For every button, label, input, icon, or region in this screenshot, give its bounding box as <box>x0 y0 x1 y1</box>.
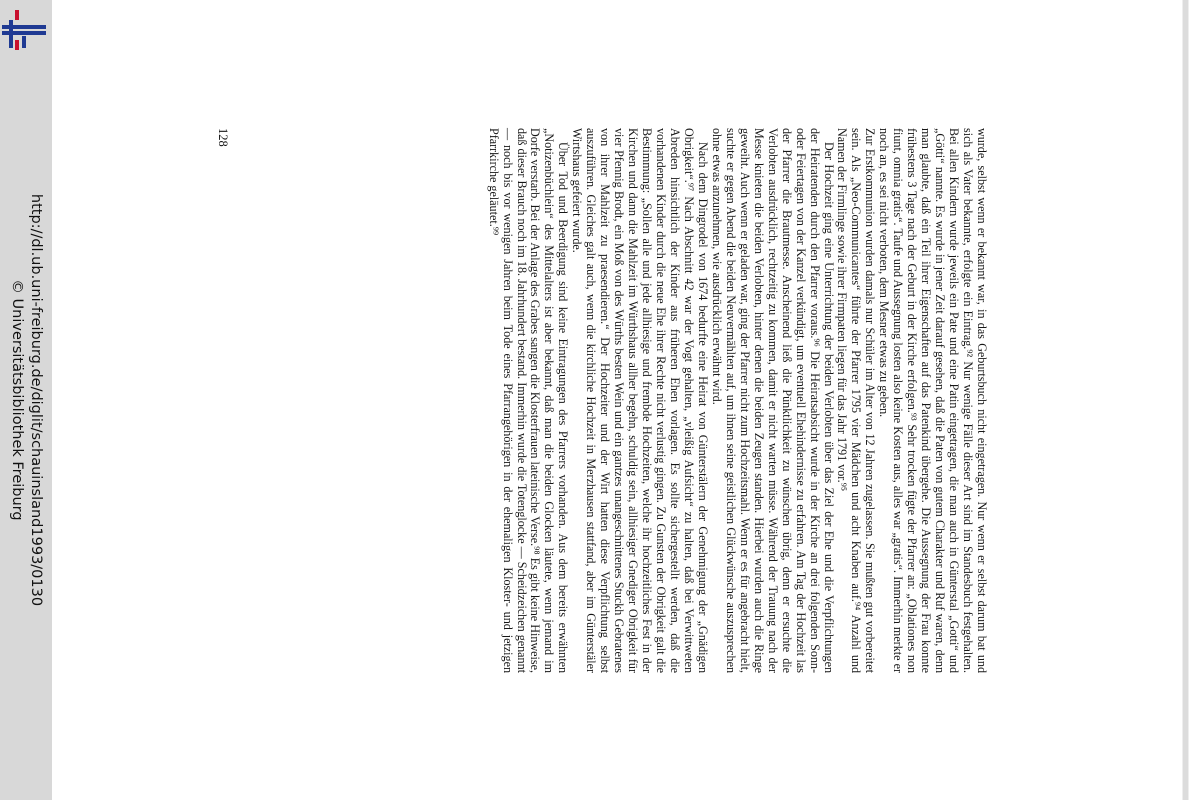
paragraph-4: Nach dem Dingrodel von 1674 bedurfte eine Heirat von Günterstälern der Genehmigung der „Gnädigen Obrigkeit“.⁹⁷ Nach Abschnitt 42 war der Vogt gehalten, „vleißig Aufsicht“ zu halten, daß bei Verwittweten Abreden hinsichtlich der Kinder aus früheren Ehen vorlagen. Es sollte sichergestellt werden, daß die vorhandenen Kinder durch die neue Ehe ihrer Rechte nicht verlustig gingen. Zu Gunsten der Obrigkeit galt die Bestimmung: „Sollen alle und jede allhiesige und frembde Hochzeiten, welche ihr hochzeitliches Fest in der Kirchen und dann die Mahlzeit im Würthshaus allher begehn, schuldig sein, allhiesiger Gnediger Obrigkeit für vier Pfennig Brodt, ein Moß von des Würths besten Wein und ein gantzes unangeschnittenes Stuckh Gebratenes von ihrer Mahlzeit zu praesendieren.“ Der Hochzeiter und der Wirt hatten diese Verpflichtung selbst auszuführen. Gleiches galt auch, wenn die kirchliche Hochzeit in Merzhausen stattfand, aber im Günterstäler Wirtshaus gefeiert wurde. <box>570 128 710 673</box>
paragraph-2: Zur Erstkommunion wurden damals nur Schüler im Alter von 12 Jahren zugelassen. Sie mußten gut vorbereitet sein. Als „Neo-Communicantes“ führte der Pfarrer 1795 vier Mädchen und acht Knaben auf.⁹⁴ Anzahl und Namen der Firmlinge sowie ihrer Firmpaten liegen für das Jahr 1791 vor.⁹⁵ <box>835 128 878 673</box>
page-content <box>215 128 989 673</box>
scrollbar-thumb[interactable] <box>1183 0 1188 800</box>
paragraph-1: wurde, selbst wenn er bekannt war, in das Geburtsbuch nicht eingetragen. Nur wenn er selbst darum bat und sich als Vater bekannte, erfolgte ein Eintrag.⁹² Nur wenige Fälle dieser Art sind im Standesbuch festgehalten. Bei allen Kindern wurde jeweils ein Pate und eine Patin eingetragen, die man auch in Günterstal „Gotti“ und „Götti“ nannte. Es wurde in jener Zeit darauf gesehen, daß die Paten von gutem Charakter und Ruf waren, denn man glaubte, daß ein Teil ihrer Eigenschaften auf das Patenkind übergehe. Die Aussegnung der Frau konnte frühestens 3 Tage nach der Geburt in der Kirche erfolgen.⁹³ Sehr trocken fügte der Pfarrer an: „Oblationes non fiunt, omnia gratis“. Taufe und Aussegnung losten also keine Kosten aus, alles war „gratis“. Immerhin merkte er noch an, es sei nicht verboten, dem Mesner etwas zu geben. <box>877 128 989 673</box>
document-url[interactable]: http://dl.ub.uni-freiburg.de/diglit/schauinsland1993/0130 <box>28 193 44 607</box>
page-number: 128 <box>215 128 230 147</box>
copyright-notice: © Universitätsbibliothek Freiburg <box>9 279 25 521</box>
paragraph-3: Der Hochzeit ging eine Unterrichtung der beiden Verlobten über das Ziel der Ehe und die Verpflichtungen der Heiratenden durch den Pfarrer voraus.⁹⁶ Die Heiratsabsicht wurde in der Kirche an drei folgenden Sonn- oder Feiertagen von der Kanzel verkündigt, um eventuell Ehehindernisse zu erfahren. Am Tag der Hochzeit las der Pfarrer die Brautmesse. Anscheinend ließ die Pünktlichkeit zu wünschen übrig, denn er ersuchte die Verlobten ausdrücklich, rechtzeitig zu kommen, damit er nicht warten müsse. Während der Trauung nach der Messe knieten die beiden Verlobten, hinter denen die beiden Zeugen standen. Hierbei wurden auch die Ringe geweiht. Auch wenn er geladen war, ging der Pfarrer nicht zum Hochzeitsmahl. Wenn er es für angebracht hielt, suchte er gegen Abend die beiden Neuvermählten auf, um ihnen seine geistlichen Glückwünsche auszusprechen ohne etwas anzunehmen, wie ausdrücklich erwähnt wird. <box>709 128 836 673</box>
paragraph-5: Über Tod und Beerdigung sind keine Eintragungen des Pfarrers vorhanden. Aus dem bereits erwähnten „Notizenbüchlein“ des Mittelalters ist aber bekannt, daß man die beiden Glocken läutete, wenn jemand im Dorfe verstarb. Bei der Anlage des Grabes sangen die Klosterfrauen lateinische Verse.⁹⁸ Es gibt keine Hinweise, daß dieser Brauch noch im 18. Jahrhundert bestand. Immerhin wurde die Totenglocke — Scheidzeichen genannt — noch bis vor wenigen Jahren beim Tode eines Pfarrangehörigen in der ehemaligen Kloster- und jetzigen Pfarrkirche geläutet.⁹⁹ <box>486 128 571 673</box>
scrollbar[interactable] <box>1182 0 1189 800</box>
